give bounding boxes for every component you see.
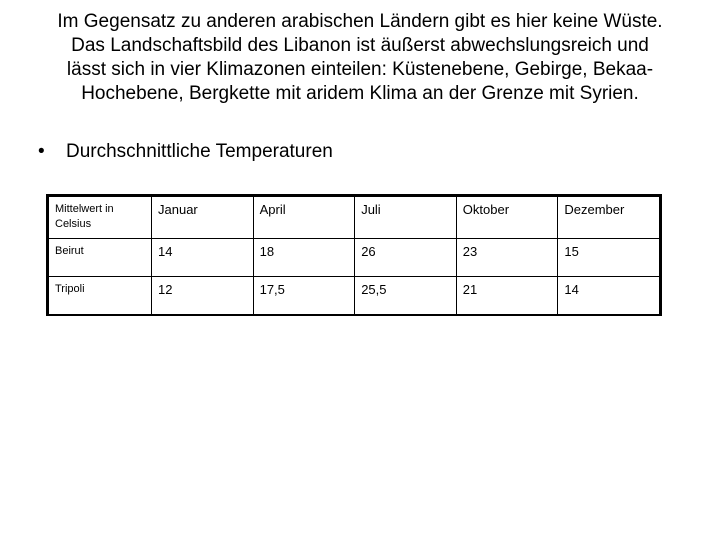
intro-line: lässt sich in vier Klimazonen einteilen: Küstenebene, Gebirge, Bekaa- — [66, 59, 654, 80]
intro-line: Hochebene, Bergkette mit aridem Klima an der Grenze mit Syrien. — [81, 83, 639, 104]
table-row — [49, 277, 660, 315]
table-header-cell: Oktober — [456, 197, 558, 239]
intro-line: Im Gegensatz zu anderen arabischen Ländern gibt es hier keine Wüste. — [57, 11, 663, 32]
table-header-cell: Mittelwert in Celsius — [49, 197, 152, 239]
table-cell: 14 — [558, 277, 660, 315]
table-cell: 21 — [456, 277, 558, 315]
table-cell: Tripoli — [49, 277, 152, 315]
intro-paragraph — [20, 10, 700, 106]
table-header-cell: Juli — [355, 197, 457, 239]
table-cell: Beirut — [49, 239, 152, 277]
table-cell: 15 — [558, 239, 660, 277]
temperature-table — [46, 194, 662, 316]
table-cell: 14 — [152, 239, 254, 277]
bullet-item — [38, 140, 333, 164]
table-header-cell: Dezember — [558, 197, 660, 239]
table-header-cell: April — [253, 197, 355, 239]
table-header-cell: Januar — [152, 197, 254, 239]
table-cell: 26 — [355, 239, 457, 277]
table-header-row — [49, 197, 660, 239]
bullet-text: Durchschnittliche Temperaturen — [66, 141, 333, 162]
table-cell: 12 — [152, 277, 254, 315]
table-cell: 23 — [456, 239, 558, 277]
table-cell: 17,5 — [253, 277, 355, 315]
table-cell: 18 — [253, 239, 355, 277]
intro-line: Das Landschaftsbild des Libanon ist äußerst abwechslungsreich und — [71, 35, 649, 56]
bullet-icon: • — [38, 141, 45, 162]
table-cell: 25,5 — [355, 277, 457, 315]
table-row — [49, 239, 660, 277]
